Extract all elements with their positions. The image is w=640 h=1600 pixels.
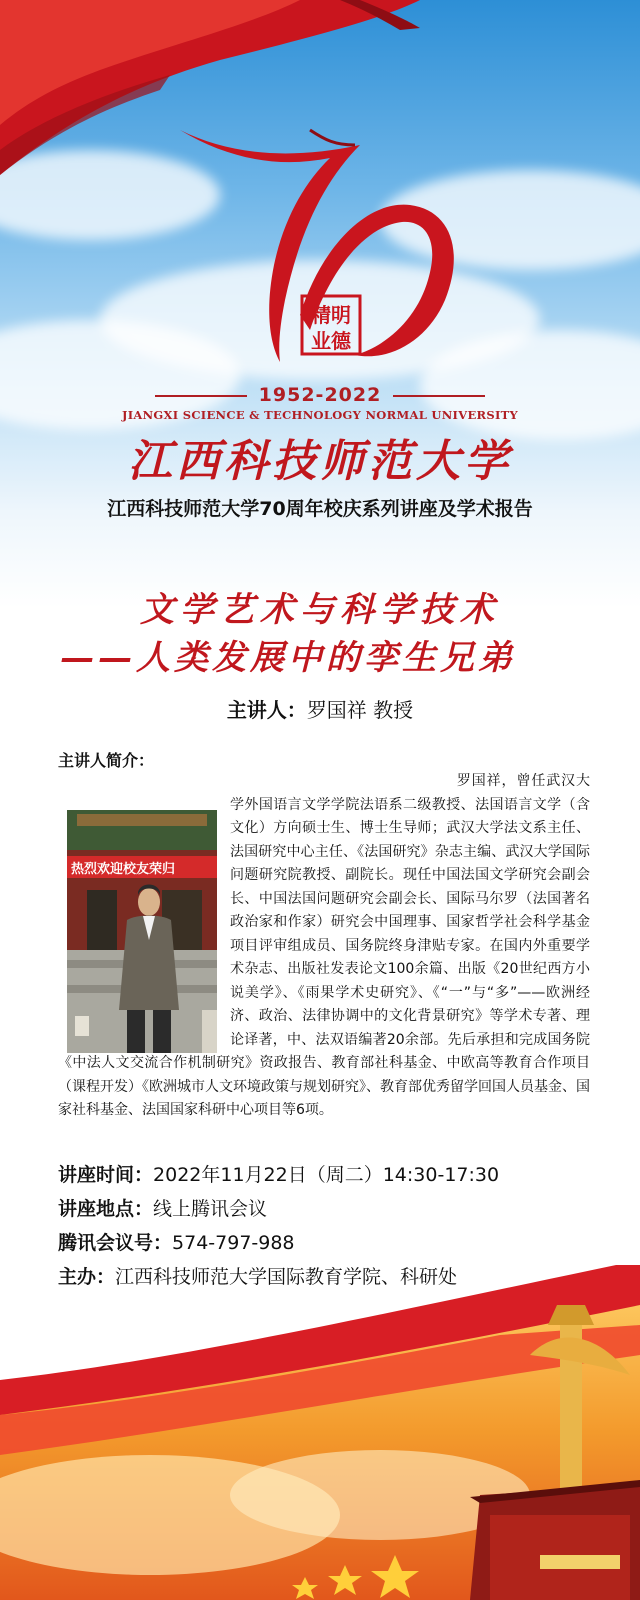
intro-heading: 主讲人简介： — [58, 751, 155, 770]
svg-text:精明: 精明 — [311, 303, 351, 327]
speaker-label: 主讲人： — [226, 698, 307, 722]
university-name-en: JIANGXI SCIENCE & TECHNOLOGY NORMAL UNIVERSITY — [121, 408, 519, 422]
lecture-place: 讲座地点：线上腾讯会议 — [58, 1198, 268, 1220]
lecture-title-line2: ——人类发展中的孪生兄弟 — [60, 638, 516, 678]
anniversary-years: 1952-2022 — [0, 384, 640, 406]
speaker-name: 罗国祥 教授 — [306, 698, 414, 722]
meeting-number: 腾讯会议号：574-797-988 — [58, 1232, 295, 1254]
university-name-cn: 江西科技师范大学 — [128, 436, 512, 487]
anniversary-70-logo — [150, 100, 490, 380]
bio-text: 罗国祥，曾任武汉大学外国语言文学学院法语系二级教授、法国语言文学（含文化）方向硕士生、博士生导师；武汉大学法文系主任、法国研究中心主任、《法国研究》杂志主编、武汉大学国际问题研究院教授、副院长。现任中国法国文学研究会副会长、中国法国问题研究会副会长、国际马尔罗（法国著名政治家和作家）研究会中国理事、国家哲学社会科学基金项目评审组成员、国务院终身津贴专家。在国内外重要学术杂志、出版社发表论文100余篇、出版《20世纪西方小说美学》、《雨果学术史研究》、《“一”与“多”——欧洲经济、政治、法律协调中的文化背景研究》等学术专著、理论译著，中、法双语编著20余部。先后承担和完成国务院《中法人文交流合作机制研究》资政报告、教育部社科基金、中欧高等教育合作项目（课程开发）《欧洲城市人文环境政策与规划研究》、教育部优秀留学回国人员基金、国家社科基金、法国国家科研中心项目等6项。 — [58, 773, 590, 1118]
bottom-decoration — [0, 1265, 640, 1600]
lecture-time: 讲座时间：2022年11月22日（周二）14:30-17:30 — [58, 1164, 500, 1186]
organizer: 主办：江西科技师范大学国际教育学院、科研处 — [58, 1266, 458, 1288]
speaker-photo — [67, 810, 217, 1053]
speaker-line — [0, 694, 640, 723]
series-title: 江西科技师范大学70周年校庆系列讲座及学术报告 — [107, 498, 533, 520]
lecture-title-line1: 文学艺术与科学技术 — [140, 590, 500, 630]
svg-text:业德: 业德 — [311, 329, 351, 353]
photo-banner-text: 热烈欢迎校友荣归 — [71, 862, 176, 877]
